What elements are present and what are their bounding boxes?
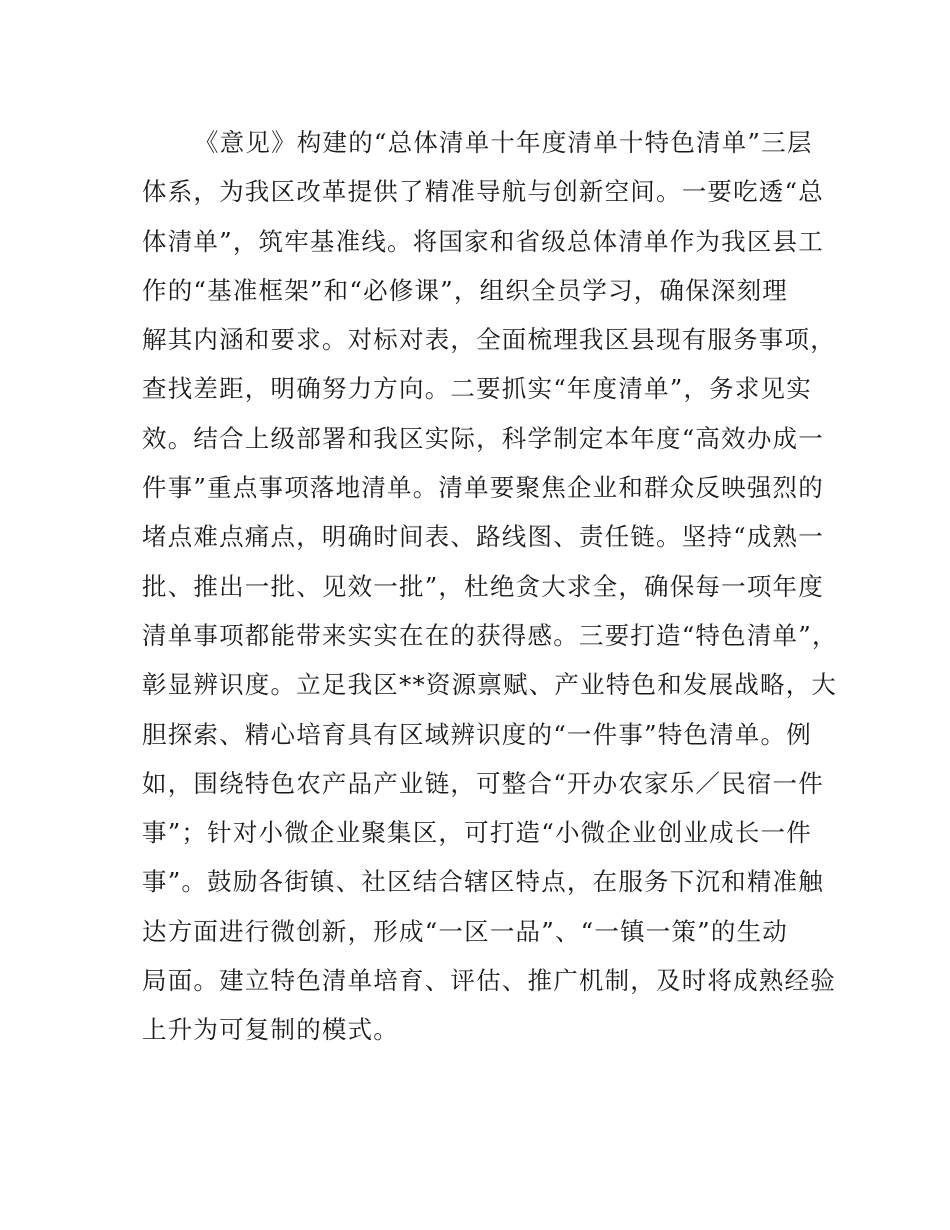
paragraph-line: 事”。鼓励各街镇、社区结合辖区特点，在服务下沉和精准触 bbox=[142, 867, 824, 897]
paragraph-line: 如，围绕特色农产品产业链，可整合“开办农家乐／民宿一件 bbox=[142, 768, 824, 798]
paragraph-line: 作的“基准框架”和“必修课”，组织全员学习，确保深刻理 bbox=[142, 275, 788, 305]
paragraph-line: 体清单”，筑牢基准线。将国家和省级总体清单作为我区县工 bbox=[142, 226, 824, 256]
paragraph-line: 解其内涵和要求。对标对表，全面梳理我区县现有服务事项， bbox=[142, 325, 836, 355]
paragraph-line: 堵点难点痛点，明确时间表、路线图、责任链。坚持“成熟一 bbox=[142, 522, 824, 552]
paragraph-line: 上升为可复制的模式。 bbox=[142, 1015, 399, 1045]
paragraph-line: 查找差距，明确努力方向。二要抓实“年度清单”，务求见实 bbox=[142, 374, 812, 404]
paragraph-line: 事”；针对小微企业聚集区，可打造“小微企业创业成长一件 bbox=[142, 818, 812, 848]
paragraph-line: 效。结合上级部署和我区实际，科学制定本年度“高效办成一 bbox=[142, 423, 824, 453]
paragraph-line: 体系，为我区改革提供了精准导航与创新空间。一要吃透“总 bbox=[142, 177, 824, 207]
paragraph-line: 批、推出一批、见效一批”，杜绝贪大求全，确保每一项年度 bbox=[142, 571, 824, 601]
paragraph-line: 局面。建立特色清单培育、评估、推广机制，及时将成熟经验 bbox=[142, 966, 836, 996]
paragraph-line: 清单事项都能带来实实在在的获得感。三要打造“特色清单”， bbox=[142, 620, 838, 650]
paragraph-line: 彰显辨识度。立足我区**资源禀赋、产业特色和发展战略，大 bbox=[142, 670, 838, 700]
paragraph-line: 件事”重点事项落地清单。清单要聚焦企业和群众反映强烈的 bbox=[142, 473, 824, 503]
paragraph-line: 达方面进行微创新，形成“一区一品”、“一镇一策”的生动 bbox=[142, 916, 788, 946]
paragraph-line: 《意见》构建的“总体清单十年度清单十特色清单”三层 bbox=[194, 128, 813, 157]
paragraph-line: 胆探索、精心培育具有区域辨识度的“一件事”特色清单。例 bbox=[142, 719, 812, 749]
body-paragraph bbox=[142, 118, 842, 1055]
